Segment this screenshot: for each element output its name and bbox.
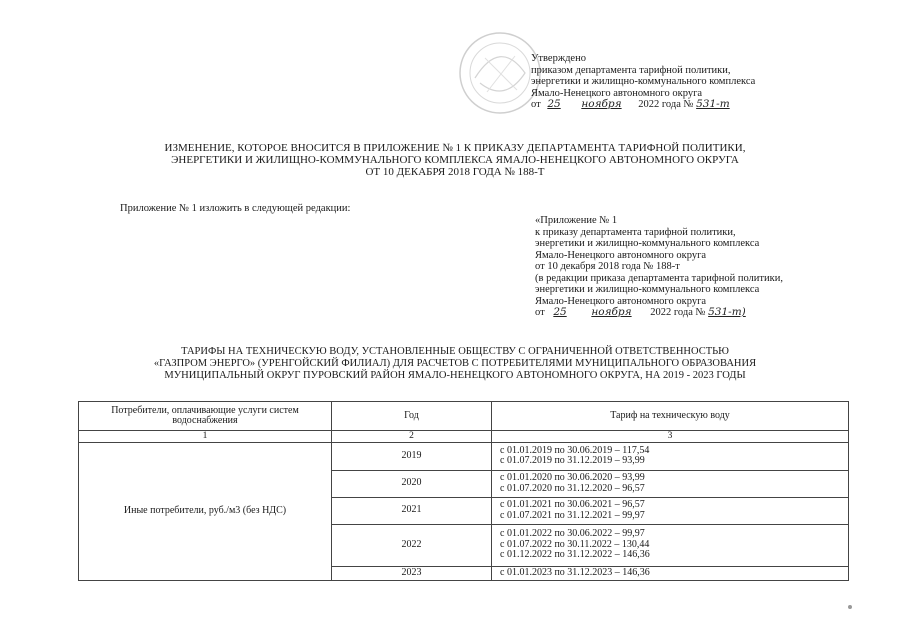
approval-block — [531, 53, 755, 111]
tariff-cell: с 01.01.2023 по 31.12.2023 – 146,36 — [492, 566, 849, 580]
table-row — [79, 442, 849, 470]
table-column-numbers: 1 2 3 — [79, 431, 849, 443]
tariff-cell: с 01.01.2021 по 30.06.2021 – 96,57 с 01.07.2021 по 31.12.2021 – 99,97 — [492, 497, 849, 524]
approval-line: Ямало-Ненецкого автономного округа — [531, 87, 703, 99]
annex-month: ноября — [591, 306, 632, 318]
approval-number: 531-т — [696, 98, 730, 110]
year-cell: 2020 — [332, 470, 492, 497]
table-header-row — [79, 402, 849, 431]
approval-date: от 25 ноября 2022 года № 531-т — [531, 98, 730, 110]
approval-line: Утверждено — [531, 53, 586, 64]
year-cell: 2023 — [332, 566, 492, 580]
header-year: Год — [332, 402, 492, 431]
annex-day: 25 — [553, 306, 567, 318]
tariff-cell: с 01.01.2019 по 30.06.2019 – 117,54 с 01.07.2019 по 31.12.2019 – 93,99 — [492, 442, 849, 470]
consumer-cell: Иные потребители, руб./м3 (без НДС) — [79, 442, 332, 580]
intro-text: Приложение № 1 изложить в следующей редакции: — [120, 203, 351, 214]
tariffs-table — [78, 401, 849, 581]
annex-block: «Приложение № 1 к приказу департамента тарифной политики, энергетики и жилищно-коммунального комплекса Ямало-Ненецкого автономного округа от 10 декабря 2018 года № 188-т (в редакции приказа департамента тарифной политики, энергетики и жилищно-коммунального комплекса Ямало-Ненецкого автономного округа от 25 ноября 2022 года № 531-т) — [535, 215, 783, 318]
annex-number: 531-т) — [708, 306, 746, 318]
tariffs-title: ТАРИФЫ НА ТЕХНИЧЕСКУЮ ВОДУ, УСТАНОВЛЕННЫЕ ОБЩЕСТВУ С ОГРАНИЧЕННОЙ ОТВЕТСТВЕННОСТЬЮ «ГАЗПРОМ ЭНЕРГО» (УРЕНГОЙСКИЙ ФИЛИАЛ) ДЛЯ РАСЧЕТОВ С ПОТРЕБИТЕЛЯМИ МУНИЦИПАЛЬНОГО ОБРАЗОВАНИЯ МУНИЦИПАЛЬНЫЙ ОКРУГ ПУРОВСКИЙ РАЙОН ЯМАЛО-НЕНЕЦКОГО АВТОНОМНОГО ОКРУГА, НА 2019 - 2023 ГОДЫ — [153, 346, 757, 381]
scan-mark — [848, 605, 852, 609]
approval-line: энергетики и жилищно-коммунального комплекса — [531, 76, 756, 87]
tariff-cell: с 01.01.2020 по 30.06.2020 – 93,99 с 01.07.2020 по 31.12.2020 – 96,57 — [492, 470, 849, 497]
year-cell: 2019 — [332, 442, 492, 470]
approval-day: 25 — [547, 98, 561, 110]
year-cell: 2022 — [332, 524, 492, 566]
approval-month: ноября — [581, 98, 622, 110]
year-cell: 2021 — [332, 497, 492, 524]
approval-line: приказом департамента тарифной политики, — [531, 64, 731, 76]
header-consumers: Потребители, оплачивающие услуги систем водоснабжения — [79, 402, 332, 431]
header-tariff: Тариф на техническую воду — [492, 402, 849, 431]
annex-date: от 25 ноября 2022 года № 531-т) — [535, 306, 746, 318]
amendment-title: ИЗМЕНЕНИЕ, КОТОРОЕ ВНОСИТСЯ В ПРИЛОЖЕНИЕ № 1 К ПРИКАЗУ ДЕПАРТАМЕНТА ТАРИФНОЙ ПОЛИТИКИ, ЭНЕРГЕТИКИ И ЖИЛИЩНО-КОММУНАЛЬНОГО КОМПЛЕКСА ЯМАЛО-НЕНЕЦКОГО АВТОНОМНОГО ОКРУГА ОТ 10 ДЕКАБРЯ 2018 ГОДА № 188-Т — [164, 142, 746, 178]
tariff-cell: с 01.01.2022 по 30.06.2022 – 99,97 с 01.07.2022 по 30.11.2022 – 130,44 с 01.12.2022 по 31.12.2022 – 146,36 — [492, 524, 849, 566]
